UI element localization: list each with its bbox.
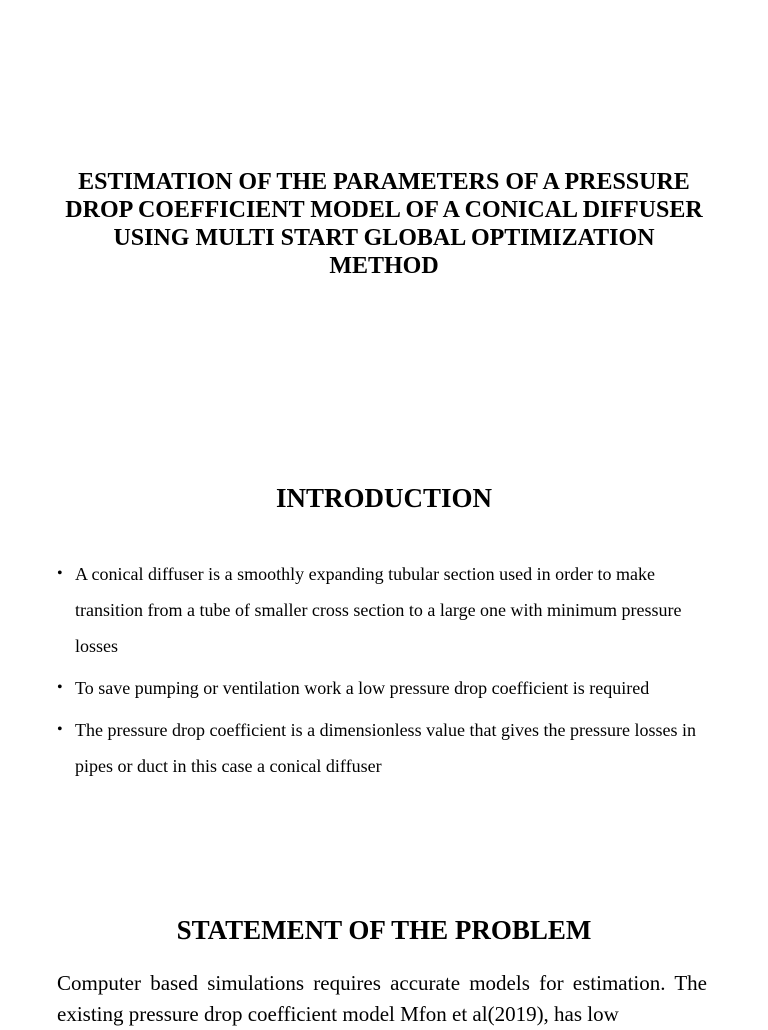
introduction-bullet-list <box>57 556 727 784</box>
bullet-icon: • <box>57 721 63 738</box>
bullet-item <box>57 556 727 664</box>
bullet-icon: • <box>57 565 63 582</box>
bullet-item <box>57 670 727 706</box>
problem-statement-text: Computer based simulations requires accurate models for estimation. The existing pressure drop coefficient model Mfon et al(2019), has low <box>57 971 707 1026</box>
bullet-text: A conical diffuser is a smoothly expanding tubular section used in order to make transition from a tube of smaller cross section to a large one with minimum pressure losses <box>75 564 682 656</box>
bullet-text: To save pumping or ventilation work a low pressure drop coefficient is required <box>75 678 650 698</box>
bullet-icon: • <box>57 679 63 696</box>
problem-statement-heading: STATEMENT OF THE PROBLEM <box>176 915 592 945</box>
document-title: ESTIMATION OF THE PARAMETERS OF A PRESSURE DROP COEFFICIENT MODEL OF A CONICAL DIFFUSER USING MULTI START GLOBAL OPTIMIZATION METHOD <box>65 169 703 279</box>
bullet-text: The pressure drop coefficient is a dimensionless value that gives the pressure losses in pipes or duct in this case a conical diffuser <box>75 720 697 776</box>
bullet-item <box>57 712 727 784</box>
introduction-heading: INTRODUCTION <box>275 483 493 513</box>
